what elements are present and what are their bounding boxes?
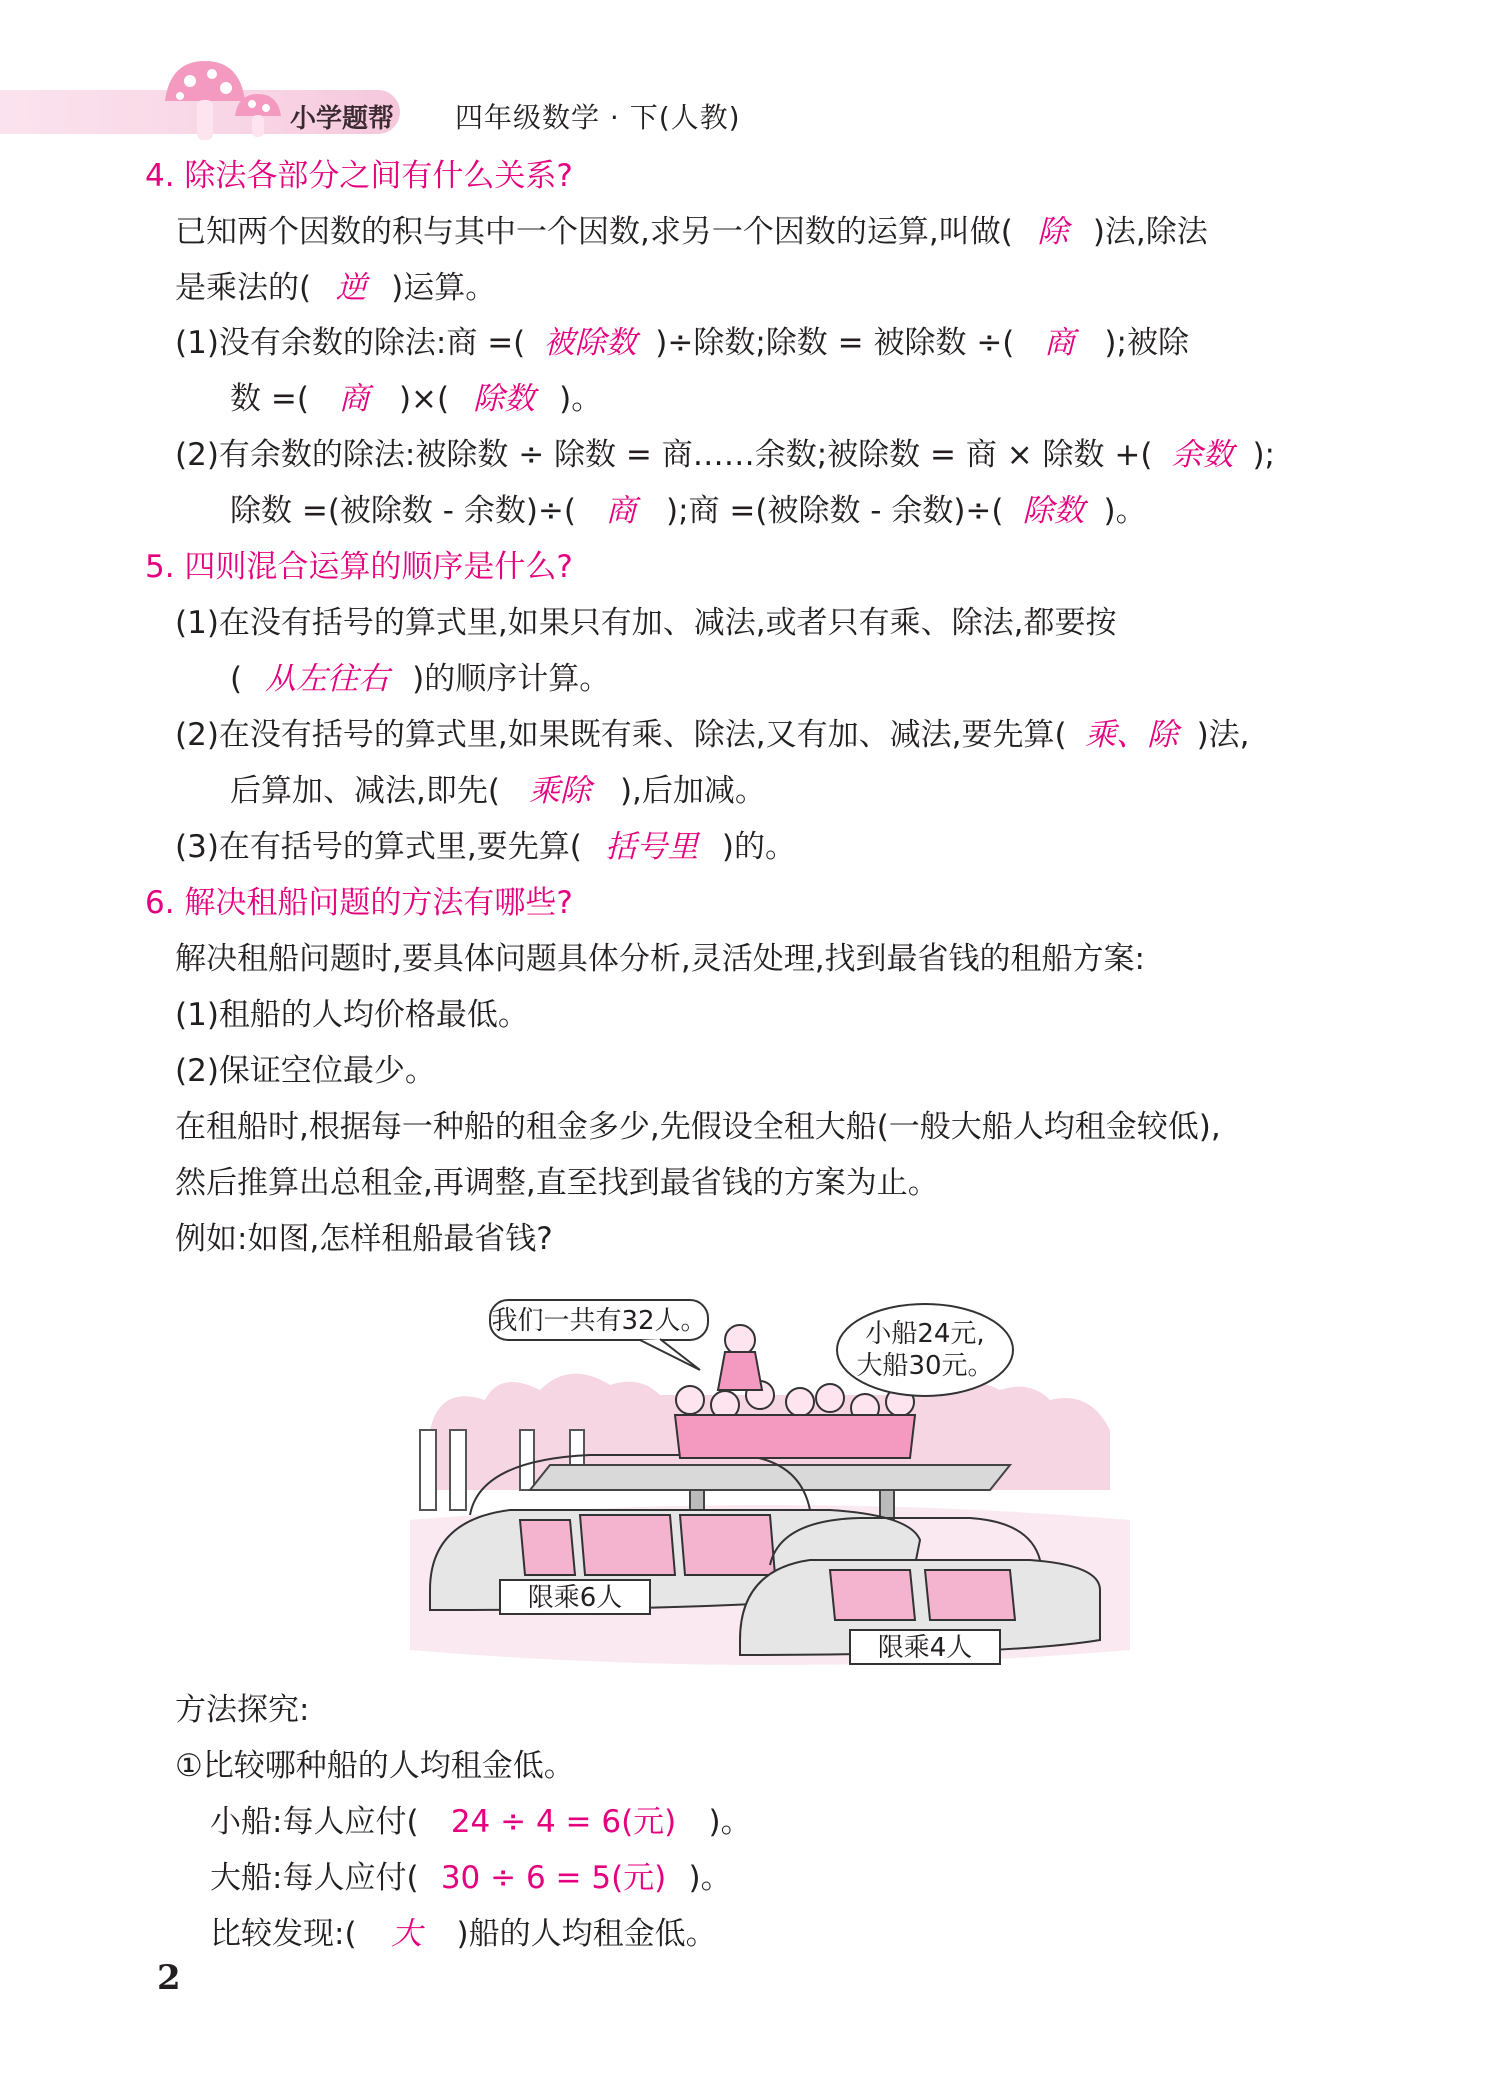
q5-rule1-line2 <box>230 659 610 699</box>
text: (1)没有余数的除法:商 =( <box>175 325 526 361</box>
answer-5: 商 <box>338 381 370 417</box>
q6-line4: 在租船时,根据每一种船的租金多少,先假设全租大船(一般大船人均租金较低), <box>175 1109 1221 1145</box>
q5-rule3 <box>175 827 796 867</box>
answer-8: 商 <box>605 493 637 529</box>
method-title: 方法探究: <box>175 1692 310 1728</box>
text: (2)有余数的除法:被除数 ÷ 除数 = 商……余数;被除数 = 商 × 除数 +( <box>175 437 1153 473</box>
answer-6: 除数 <box>473 381 536 417</box>
q6-title: 6. 解决租船问题的方法有哪些? <box>145 885 573 921</box>
text: )。 <box>688 1860 732 1896</box>
q5-title: 5. 四则混合运算的顺序是什么? <box>145 549 573 585</box>
text: )的顺序计算。 <box>412 661 611 697</box>
method-step1: ①比较哪种船的人均租金低。 <box>175 1748 575 1784</box>
answer-2: 逆 <box>335 270 367 306</box>
speech-text-2a: 小船24元, <box>865 1319 985 1349</box>
text: 小船:每人应付( <box>210 1804 419 1840</box>
answer-9: 除数 <box>1022 493 1085 529</box>
q4-part2-line1 <box>175 435 1275 475</box>
q4-title: 4. 除法各部分之间有什么关系? <box>145 158 573 194</box>
q4-part2-line2 <box>230 491 1147 531</box>
text: )。 <box>1103 493 1147 529</box>
answer-12: 乘除 <box>528 773 591 809</box>
text: );被除 <box>1104 325 1189 361</box>
answer-10: 从左往右 <box>265 661 390 697</box>
dock <box>530 1465 1010 1490</box>
speech-text-1: 我们一共有32人。 <box>491 1306 707 1336</box>
text: 大船:每人应付( <box>210 1860 419 1896</box>
small-boat-calc <box>210 1802 752 1842</box>
text: );商 =(被除数 - 余数)÷( <box>665 493 1004 529</box>
text: 比较发现:( <box>210 1916 357 1952</box>
q5-rule2-line2 <box>230 771 766 811</box>
speech-text-2b: 大船30元。 <box>856 1351 994 1381</box>
text: )法, <box>1196 717 1250 753</box>
answer-11: 乘、除 <box>1085 717 1179 753</box>
text: )。 <box>559 381 603 417</box>
page-number: 2 <box>157 1958 181 1998</box>
answer-1: 除 <box>1037 214 1069 250</box>
text: )船的人均租金低。 <box>456 1916 717 1952</box>
text: 除数 =(被除数 - 余数)÷( <box>230 493 576 529</box>
text: )。 <box>708 1804 752 1840</box>
teacher-figure <box>718 1325 762 1390</box>
big-boat-calc <box>210 1858 732 1898</box>
q5-rule1-line1 <box>175 603 1116 643</box>
small-boat-label: 限乘4人 <box>877 1633 973 1663</box>
answer-13: 括号里 <box>605 829 699 865</box>
q4-part1-line2 <box>230 379 602 419</box>
text: )×( <box>398 381 450 417</box>
text: )法,除法 <box>1092 214 1208 250</box>
answer-7: 余数 <box>1171 437 1234 473</box>
text: (2)在没有括号的算式里,如果既有乘、除法,又有加、减法,要先算( <box>175 717 1067 753</box>
text: 数 =( <box>230 381 309 417</box>
text: )的。 <box>721 829 796 865</box>
comparison <box>210 1914 717 1954</box>
text: (1)在没有括号的算式里,如果只有加、减法,或者只有乘、除法,都要按 <box>175 605 1117 641</box>
text: )运算。 <box>391 270 497 306</box>
brand-label: 小学题帮 <box>290 104 395 134</box>
answer-big: 30 ÷ 6 = 5(元) <box>440 1860 667 1896</box>
text: ( <box>230 661 243 697</box>
q6-line3: (2)保证空位最少。 <box>175 1053 436 1089</box>
q6-line6: 例如:如图,怎样租船最省钱? <box>175 1221 553 1257</box>
speech-bubble-2 <box>837 1304 1013 1396</box>
answer-4: 商 <box>1043 325 1075 361</box>
text: ),后加减。 <box>619 773 766 809</box>
boat-rental-illustration <box>410 1290 1130 1680</box>
q6-line2: (1)租船的人均价格最低。 <box>175 997 529 1033</box>
q6-line5: 然后推算出总租金,再调整,直至找到最省钱的方案为止。 <box>175 1165 939 1201</box>
q6-line1: 解决租船问题时,要具体问题具体分析,灵活处理,找到最省钱的租船方案: <box>175 941 1146 977</box>
answer-3: 被除数 <box>543 325 637 361</box>
children-group <box>675 1381 915 1458</box>
q4-part1-line1 <box>175 323 1189 363</box>
mushroom-logo-icon <box>160 56 290 146</box>
text: (3)在有括号的算式里,要先算( <box>175 829 582 865</box>
text: ); <box>1252 437 1275 473</box>
big-boat-label: 限乘6人 <box>527 1583 623 1613</box>
q4-line2 <box>175 268 496 308</box>
answer-compare: 大 <box>391 1916 423 1952</box>
q5-rule2-line1 <box>175 715 1250 755</box>
text: )÷除数;除数 = 被除数 ÷( <box>655 325 1015 361</box>
text: 后算加、减法,即先( <box>230 773 500 809</box>
answer-small: 24 ÷ 4 = 6(元) <box>450 1804 677 1840</box>
book-title: 四年级数学 · 下(人教) <box>455 101 741 134</box>
text: 是乘法的( <box>175 270 312 306</box>
text: 已知两个因数的积与其中一个因数,求另一个因数的运算,叫做( <box>175 214 1013 250</box>
q4-line1 <box>175 212 1208 252</box>
